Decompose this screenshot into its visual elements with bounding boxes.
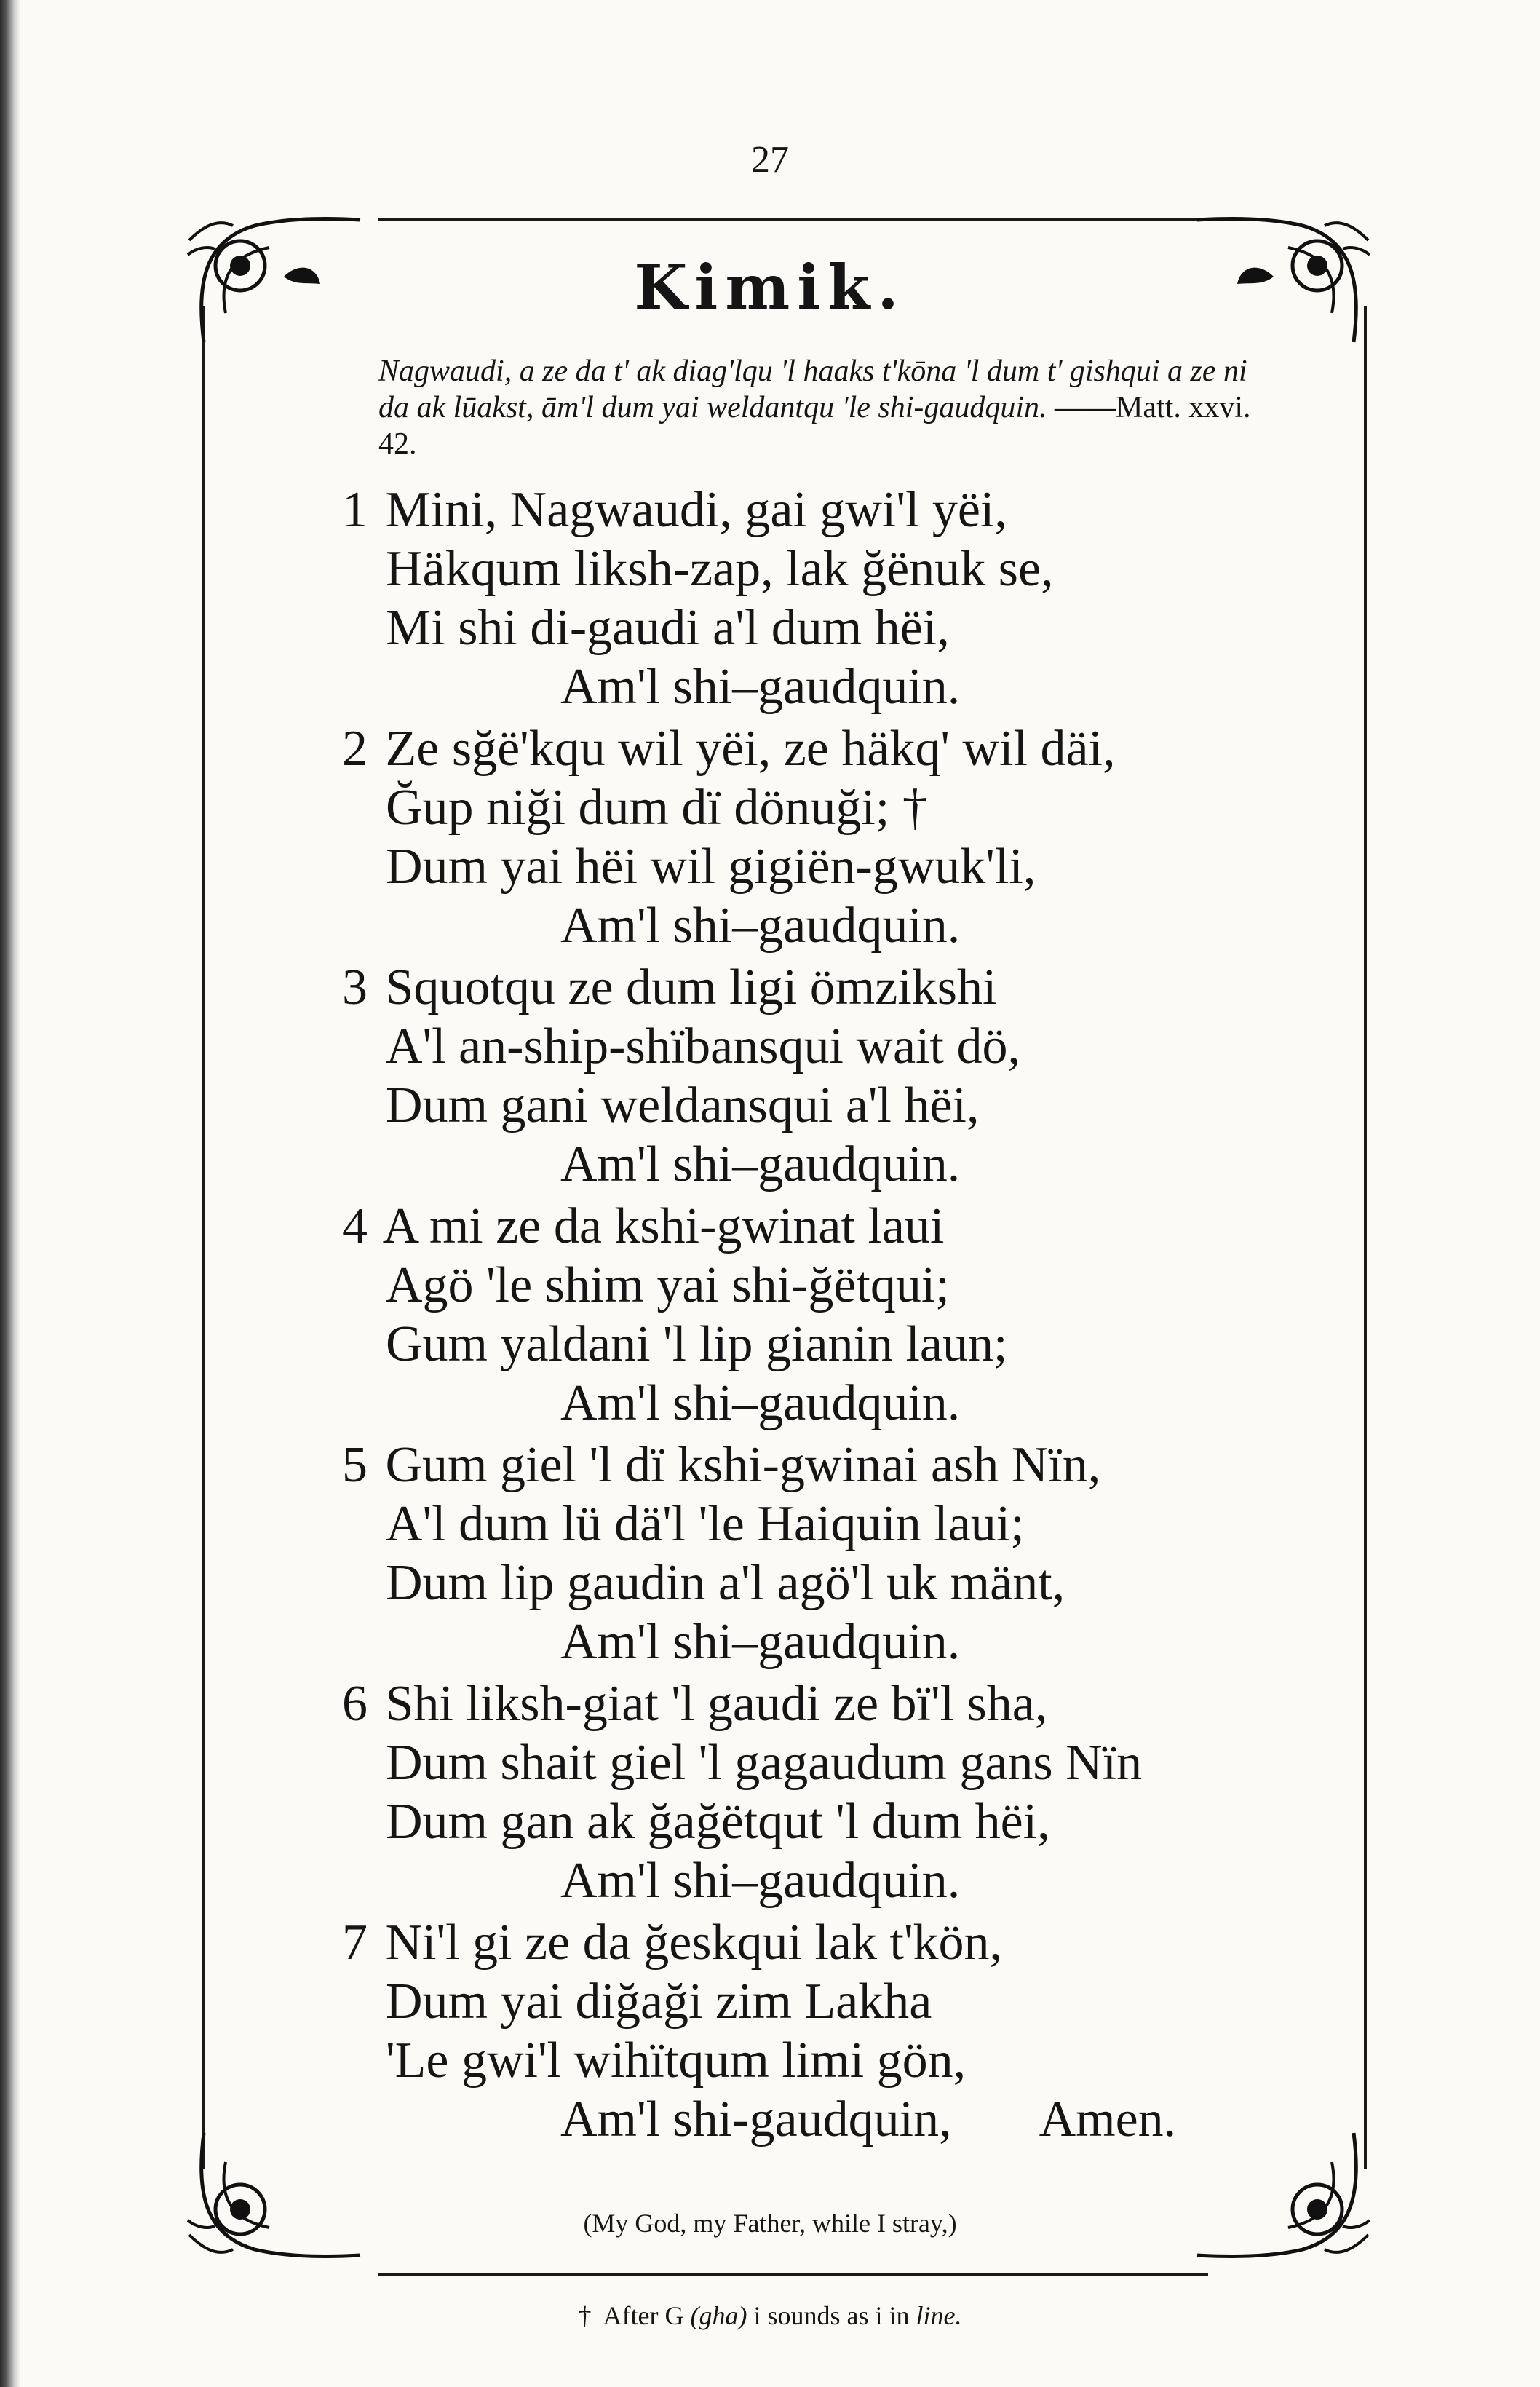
corner-ornament-bottom-left [175, 2126, 364, 2279]
line-text: Ze sğë'kqu wil yëi, ze häkq' wil däi, [385, 721, 1116, 777]
line-text: Ğup niği dum dï dönuği; † [386, 780, 928, 836]
stanza-line [342, 1674, 1303, 1733]
line-text: Dum gan ak ğağëtqut 'l dum hëi, [386, 1794, 1050, 1850]
refrain-line [342, 2090, 1303, 2149]
footnote-gha: (gha) [690, 2301, 747, 2330]
line-text: Shi liksh-giat 'l gaudi ze bï'l sha, [385, 1676, 1048, 1732]
stanza-line [342, 480, 1303, 539]
stanza-line [342, 837, 1303, 896]
line-text: Häkqum liksh-zap, lak ğënuk se, [386, 541, 1054, 597]
footnote-middle: i sounds as i in [753, 2301, 910, 2330]
line-text: Am'l shi–gaudquin. [560, 1136, 961, 1192]
stanza-6 [342, 1674, 1303, 1910]
epigraph-text: Nagwaudi, a ze da t' ak diag'lqu 'l haaks t'kōna 'l dum t' gishqui a ze ni da ak lūakst, ām'l dum yai weldantqu 'le shi-gaudquin. [378, 355, 1247, 424]
footnote-prefix: After G [603, 2301, 684, 2330]
stanza-line [342, 719, 1303, 778]
stanza-line [342, 1733, 1303, 1792]
stanza-number: 2 [342, 721, 368, 777]
stanza-line [342, 1197, 1303, 1256]
line-text: Dum yai hëi wil gigiën-gwuk'li, [386, 839, 1036, 895]
hymn-title: Kimik. [634, 251, 906, 323]
epigraph-reference: ——Matt. xxvi. 42. [378, 391, 1251, 461]
line-text: A'l dum lü dä'l 'le Haiquin laui; [386, 1496, 1025, 1552]
stanza-line [342, 598, 1303, 657]
refrain-line [342, 1612, 1303, 1671]
stanza-line [342, 1315, 1303, 1374]
refrain-line [342, 1851, 1303, 1910]
amen: Amen. [1039, 2091, 1177, 2147]
line-text: Am'l shi–gaudquin. [560, 1614, 961, 1670]
stanza-line [342, 1256, 1303, 1315]
frame-top-rule [378, 218, 1208, 221]
frame-bottom-rule [378, 2273, 1208, 2276]
stanza-4 [342, 1197, 1303, 1433]
line-text: Agö 'le shim yai shi-ğëtqui; [386, 1257, 950, 1313]
stanza-line [342, 1076, 1303, 1135]
stanza-number: 1 [342, 482, 368, 538]
stanza-number: 6 [342, 1676, 368, 1732]
line-text: Am'l shi-gaudquin, [560, 2091, 952, 2147]
page-number: 27 [751, 139, 789, 181]
line-text: Dum shait giel 'l gagaudum gans Nïn [386, 1735, 1143, 1791]
footnote [0, 2300, 1540, 2331]
footnote-word: line. [916, 2301, 962, 2330]
stanza-line [342, 1913, 1303, 1972]
stanza-line [342, 958, 1303, 1017]
line-text: A'l an-ship-shïbansqui wait dö, [386, 1018, 1020, 1074]
stanza-number: 5 [342, 1437, 368, 1493]
line-text: Dum lip gaudin a'l agö'l uk mänt, [386, 1555, 1065, 1611]
stanza-line [342, 1495, 1303, 1553]
scan-edge [0, 0, 20, 2387]
stanza-line [342, 539, 1303, 598]
line-text: Gum yaldani 'l lip gianin laun; [386, 1316, 1008, 1372]
refrain-line [342, 896, 1303, 955]
stanza-number: 3 [342, 959, 368, 1016]
line-text: Am'l shi–gaudquin. [560, 1853, 961, 1909]
line-text: Ni'l gi ze da ğeskqui lak t'kön, [385, 1915, 1003, 1971]
refrain-line [342, 657, 1303, 716]
refrain-line [342, 1135, 1303, 1194]
stanza-2 [342, 719, 1303, 955]
stanza-line [342, 1972, 1303, 2031]
stanza-line [342, 1792, 1303, 1851]
epigraph [378, 353, 1274, 462]
frame-left-rule [202, 306, 205, 2169]
line-text: Am'l shi–gaudquin. [560, 659, 961, 715]
stanza-line [342, 2031, 1303, 2090]
stanza-number: 4 [342, 1198, 368, 1254]
frame-right-rule [1364, 306, 1367, 2169]
line-text: Dum yai diğaği zim Lakha [386, 1974, 932, 2030]
line-text: Am'l shi–gaudquin. [560, 1375, 961, 1431]
stanza-3 [342, 958, 1303, 1194]
line-text: Squotqu ze dum ligi ömzikshi [385, 959, 997, 1016]
footnote-mark: † [578, 2301, 592, 2330]
stanza-number: 7 [342, 1915, 368, 1971]
hymn-stanzas [342, 480, 1303, 2152]
stanza-line [342, 1553, 1303, 1612]
line-text: Mini, Nagwaudi, gai gwi'l yëi, [385, 482, 1007, 538]
line-text: Gum giel 'l dï kshi-gwinai ash Nïn, [385, 1437, 1101, 1493]
stanza-line [342, 778, 1303, 837]
stanza-line [342, 1436, 1303, 1495]
tune-note: (My God, my Father, while I stray,) [583, 2209, 957, 2238]
stanza-7 [342, 1913, 1303, 2149]
line-text: Am'l shi–gaudquin. [560, 898, 961, 954]
stanza-5 [342, 1436, 1303, 1671]
refrain-line [342, 1374, 1303, 1433]
line-text: Dum gani weldansqui a'l hëi, [386, 1077, 980, 1133]
stanza-line [342, 1017, 1303, 1076]
stanza-1 [342, 480, 1303, 716]
line-text: Mi shi di-gaudi a'l dum hëi, [386, 600, 950, 656]
line-text: 'Le gwi'l wihïtqum limi gön, [386, 2032, 967, 2089]
line-text: A mi ze da kshi-gwinat laui [382, 1198, 945, 1254]
